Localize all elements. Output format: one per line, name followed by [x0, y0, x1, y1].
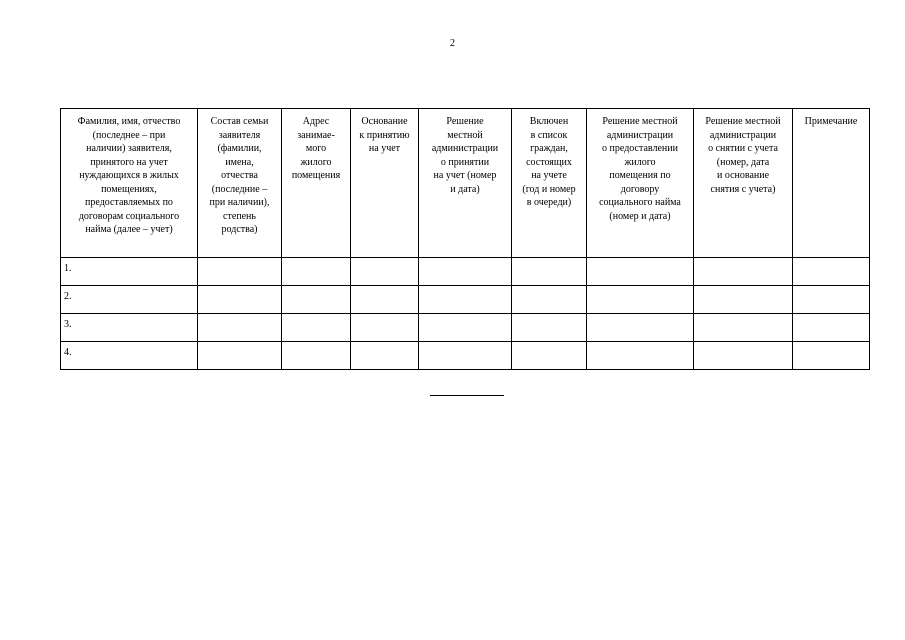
row-number: 3. — [61, 314, 198, 342]
table-cell — [587, 314, 694, 342]
table-cell — [351, 314, 419, 342]
header-queue-inclusion: Включен в список граждан, состоящих на учете (год и номер в очереди) — [512, 109, 587, 258]
table-cell — [694, 314, 793, 342]
table-row — [61, 314, 870, 342]
table-cell — [198, 342, 282, 370]
table-cell — [351, 258, 419, 286]
header-registration-decision: Решение местной администрации о принятии на учет (номер и дата) — [419, 109, 512, 258]
table-cell — [694, 286, 793, 314]
table-cell — [512, 286, 587, 314]
table-cell — [282, 342, 351, 370]
table-cell — [419, 258, 512, 286]
table-row — [61, 258, 870, 286]
header-address: Адрес занимае- мого жилого помещения — [282, 109, 351, 258]
table-cell — [282, 286, 351, 314]
register-table — [60, 108, 870, 370]
row-number: 2. — [61, 286, 198, 314]
table-cell — [694, 258, 793, 286]
header-family-composition: Состав семьи заявителя (фамилии, имена, отчества (последние – при наличии), степень родства) — [198, 109, 282, 258]
table-cell — [419, 286, 512, 314]
header-registration-basis: Основание к принятию на учет — [351, 109, 419, 258]
table-cell — [587, 342, 694, 370]
table-cell — [351, 342, 419, 370]
table-cell — [419, 314, 512, 342]
table-cell — [793, 342, 870, 370]
table-cell — [512, 342, 587, 370]
table-cell — [282, 314, 351, 342]
header-row — [61, 109, 870, 258]
table-cell — [587, 258, 694, 286]
table-cell — [587, 286, 694, 314]
table-row — [61, 342, 870, 370]
row-number: 1. — [61, 258, 198, 286]
table-cell — [512, 314, 587, 342]
table-cell — [793, 314, 870, 342]
header-deregistration-decision: Решение местной администрации о снятии с учета (номер, дата и основание снятия с учета) — [694, 109, 793, 258]
table-cell — [198, 258, 282, 286]
table-row — [61, 286, 870, 314]
table-cell — [282, 258, 351, 286]
table-cell — [793, 258, 870, 286]
page-number: 2 — [450, 38, 455, 49]
table-cell — [419, 342, 512, 370]
end-divider — [430, 395, 504, 396]
table-cell — [512, 258, 587, 286]
table-cell — [198, 314, 282, 342]
table-cell — [793, 286, 870, 314]
row-number: 4. — [61, 342, 198, 370]
header-housing-decision: Решение местной администрации о предоставлении жилого помещения по договору социального найма (номер и дата) — [587, 109, 694, 258]
table-cell — [351, 286, 419, 314]
table-cell — [694, 342, 793, 370]
table-cell — [198, 286, 282, 314]
header-applicant-name: Фамилия, имя, отчество (последнее – при наличии) заявителя, принятого на учет нуждающихся в жилых помещениях, предоставляемых по договорам социального найма (далее – учет) — [61, 109, 198, 258]
header-note: Примечание — [793, 109, 870, 258]
